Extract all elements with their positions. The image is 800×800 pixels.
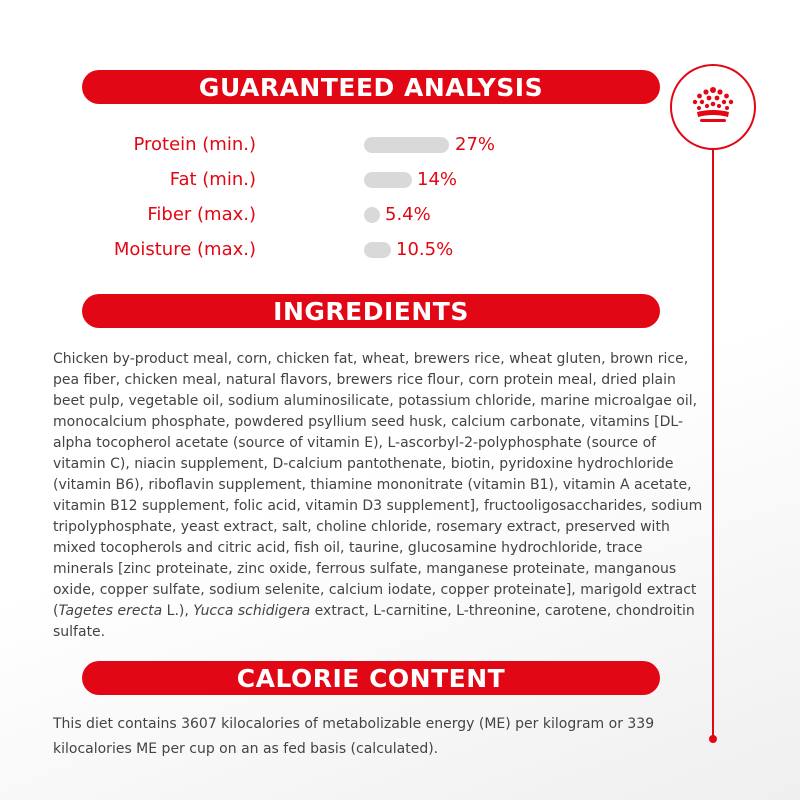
- analysis-label: Fat (min.): [169, 169, 256, 190]
- analysis-bar: [364, 207, 380, 223]
- calorie-content-text: This diet contains 3607 kilocalories of metabolizable energy (ME) per kilogram or 339 kilocalories ME per cup on an as fed basis (calculated).: [53, 716, 655, 757]
- ingredients-italic-name: Tagetes erecta: [58, 603, 163, 619]
- ingredients-text-part: Chicken by-product meal, corn, chicken fat, wheat, brewers rice, wheat gluten, brown rice, pea fiber, chicken meal, natural flavors, brewers rice flour, corn protein meal, dried plain beet pulp, vegetable oil, sodium aluminosilicate, potassium chloride, marine microalgae oil, monocalcium phosphate, powdered psyllium seed husk, calcium carbonate, vitamins [DL-alpha tocopherol acetate (source of vitamin E), L-ascorbyl-2-polyphosphate (source of vitamin C), niacin supplement, D-calcium pantothenate, biotin, pyridoxine hydrochloride (vitamin B6), riboflavin supplement, thiamine mononitrate (vitamin B1), vitamin A acetate, vitamin B12 supplement, folic acid, vitamin D3 supplement], fructooligosaccharides, sodium tripolyphosphate, yeast extract, salt, choline chloride, rosemary extract, preserved with mixed tocopherols and citric acid, fish oil, taurine, glucosamine hydrochloride, trace minerals [zinc proteinate, zinc oxide, ferrous sulfate, manganese proteinate, manganous oxide, copper sulfate, sodium selenite, calcium iodate, copper proteinate], marigold extract (: [53, 351, 703, 619]
- analysis-bar: [364, 172, 412, 188]
- analysis-row-fiber: [0, 203, 700, 227]
- guaranteed-analysis-title: GUARANTEED ANALYSIS: [198, 72, 544, 102]
- calorie-content-banner: [82, 661, 660, 695]
- analysis-bar: [364, 137, 449, 153]
- analysis-value: 5.4%: [385, 204, 431, 225]
- crown-icon: [691, 86, 735, 126]
- analysis-value: 14%: [417, 169, 458, 190]
- ingredients-text-part: extract, L-carnitine, L-threonine, carotene, chondroitin sulfate.: [53, 603, 695, 640]
- ingredients-text: [53, 349, 703, 643]
- decorative-vertical-line: [712, 150, 714, 738]
- calorie-content-title: CALORIE CONTENT: [236, 663, 506, 693]
- ingredients-title: INGREDIENTS: [273, 296, 469, 326]
- decorative-line-end-dot: [709, 735, 717, 743]
- analysis-label: Protein (min.): [133, 134, 256, 155]
- analysis-value: 27%: [455, 134, 496, 155]
- ingredients-text-part: L.),: [162, 603, 194, 619]
- guaranteed-analysis-banner: [82, 70, 660, 104]
- analysis-row-protein: [0, 133, 700, 157]
- analysis-value: 10.5%: [396, 239, 454, 260]
- analysis-row-moisture: [0, 238, 700, 262]
- analysis-label: Fiber (max.): [147, 204, 256, 225]
- ingredients-italic-name: Yucca schidigera: [193, 603, 311, 619]
- analysis-bar: [364, 242, 391, 258]
- ingredients-banner: [82, 294, 660, 328]
- analysis-row-fat: [0, 168, 700, 192]
- analysis-label: Moisture (max.): [113, 239, 256, 260]
